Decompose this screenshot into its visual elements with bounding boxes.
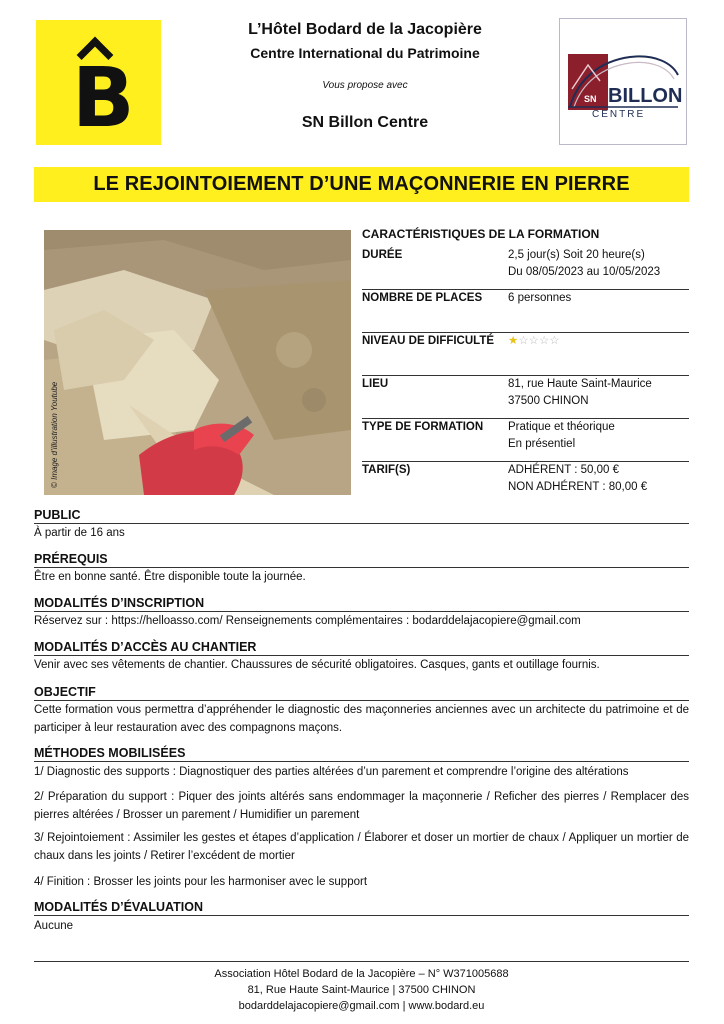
section-evaluation-heading: MODALITÉS D’ÉVALUATION — [34, 899, 689, 916]
star-empty-icon: ☆ — [518, 335, 529, 347]
section-inscription-text: Réservez sur : https://helloasso.com/ Renseignements complémentaires : bodarddelajacopiere@gmail.com — [34, 615, 581, 627]
star-empty-icon: ☆ — [528, 335, 539, 347]
lieu-street: 81, rue Haute Saint-Maurice — [508, 378, 652, 390]
tarif-non-adherent: NON ADHÉRENT : 80,00 € — [508, 481, 648, 493]
section-objectif-text: Cette formation vous permettra d’appréhender le diagnostic des maçonneries anciennes avec un architecte du patrimoine et de participer à leur restauration avec des compagnons maçons. — [34, 704, 689, 734]
row-lieu — [362, 376, 689, 419]
method-4 — [34, 873, 689, 891]
lieu-label: LIEU — [362, 378, 389, 390]
method-3-text: : Assimiler les gestes et étapes d’application / Élaborer et doser un mortier de chaux / Appliquer un mortier de chaux dans les joints / Retirer l’excédent de mortier — [34, 832, 689, 862]
row-places — [362, 290, 689, 333]
places-label: NOMBRE DE PLACES — [362, 292, 483, 304]
method-1-title: 1/ Diagnostic des supports : — [34, 766, 176, 778]
tarif-label: TARIF(S) — [362, 464, 411, 476]
duree-hours: 2,5 jour(s) Soit 20 heure(s) — [508, 249, 645, 261]
duree-dates: Du 08/05/2023 au 10/05/2023 — [508, 266, 661, 278]
footer-association: Association Hôtel Bodard de la Jacopière – N° W371005688 — [214, 968, 509, 980]
method-3 — [34, 829, 689, 865]
photo-credit: © Image d’illustration Youtube — [50, 381, 59, 488]
row-tarif — [362, 462, 689, 502]
lieu-city: 37500 CHINON — [508, 395, 589, 407]
section-acces-heading: MODALITÉS D’ACCÈS AU CHANTIER — [34, 639, 689, 656]
characteristics-title: CARACTÉRISTIQUES DE LA FORMATION — [362, 227, 600, 241]
footer-divider — [34, 961, 689, 962]
star-empty-icon: ☆ — [549, 335, 560, 347]
logo-letter: B — [72, 51, 135, 146]
method-4-title: 4/ Finition — [34, 876, 84, 888]
tarif-adherent: ADHÉRENT : 50,00 € — [508, 464, 620, 476]
method-2-text: Piquer des joints altérés sans endommager la maçonnerie / Reficher des pierres / Remplacer des pierres altérées / Brosser un parement / Humidifier un parement — [34, 791, 690, 821]
difficulty-rating-stars — [508, 333, 560, 350]
section-objectif-heading: OBJECTIF — [34, 684, 689, 701]
row-duree — [362, 247, 689, 290]
star-filled-icon: ★ — [508, 335, 519, 347]
sn-billon-logo — [559, 18, 687, 145]
method-1-text: Diagnostiquer des parties altérées d’un parement et comprendre l’origine des altérations — [175, 766, 629, 778]
logo-billon-text: BILLON — [608, 85, 683, 107]
section-prerequis-text: Être en bonne santé. Être disponible toute la journée. — [34, 571, 306, 583]
footer-contact: bodarddelajacopiere@gmail.com | www.bodard.eu — [238, 1000, 485, 1012]
places-value: 6 personnes — [508, 292, 572, 304]
method-1 — [34, 763, 689, 781]
tarif-value — [508, 462, 647, 496]
header-partner: SN Billon Centre — [301, 114, 429, 131]
header-subtitle: Centre International du Patrimoine — [250, 45, 480, 61]
method-3-title: 3/ Rejointoiement — [34, 832, 124, 844]
lieu-value — [508, 376, 652, 410]
type-line2: En présentiel — [508, 438, 576, 450]
logo-centre-text: CENTRE — [592, 109, 646, 120]
type-value — [508, 419, 615, 453]
row-niveau — [362, 333, 689, 376]
method-2 — [34, 788, 689, 824]
section-inscription-heading: MODALITÉS D’INSCRIPTION — [34, 595, 689, 612]
header-propose: Vous propose avec — [322, 80, 408, 91]
section-prerequis-heading: PRÉREQUIS — [34, 551, 689, 568]
section-public-heading: PUBLIC — [34, 507, 689, 524]
duree-label: DURÉE — [362, 249, 403, 261]
section-methodes-heading: MÉTHODES MOBILISÉES — [34, 745, 689, 762]
method-2-title: 2/ Préparation du support : — [34, 791, 175, 803]
star-empty-icon: ☆ — [538, 335, 550, 347]
method-4-text: : Brosser les joints pour les harmoniser avec le support — [83, 876, 368, 888]
footer-address: 81, Rue Haute Saint-Maurice | 37500 CHINON — [247, 984, 476, 996]
duree-value — [508, 247, 660, 281]
section-public-text: À partir de 16 ans — [34, 527, 125, 539]
row-type — [362, 419, 689, 462]
header-title: L’Hôtel Bodard de la Jacopière — [248, 21, 482, 38]
type-line1: Pratique et théorique — [508, 421, 615, 433]
niveau-label: NIVEAU DE DIFFICULTÉ — [362, 335, 495, 347]
type-label: TYPE DE FORMATION — [362, 421, 484, 433]
section-acces-text: Venir avec ses vêtements de chantier. Chaussures de sécurité obligatoires. Casques, gants et outillage fournis. — [34, 659, 600, 671]
logo-sn-text: SN — [584, 94, 597, 104]
section-evaluation-text: Aucune — [34, 920, 74, 932]
hotel-bodard-logo — [36, 20, 161, 145]
course-title-banner: LE REJOINTOIEMENT D’UNE MAÇONNERIE EN PIERRE — [34, 167, 689, 202]
course-illustration-photo — [44, 230, 351, 495]
